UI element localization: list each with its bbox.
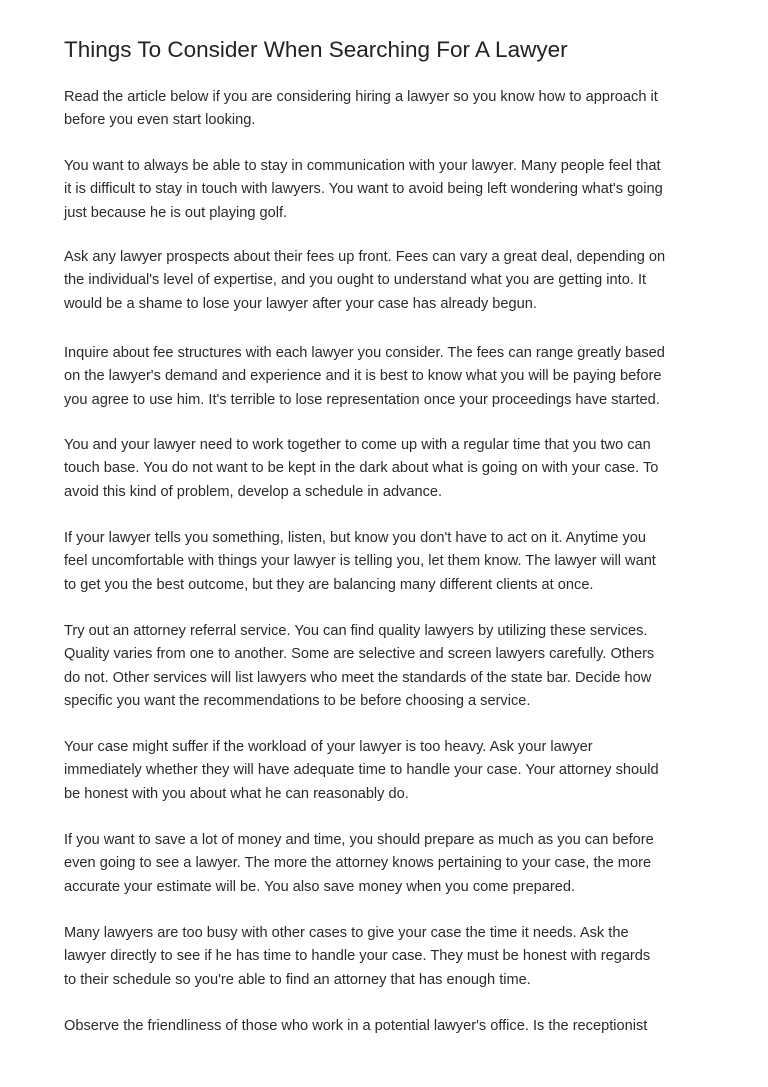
- text-line: Observe the friendliness of those who work in a potential lawyer's office. Is the receptionist: [64, 1018, 648, 1034]
- paragraph-friendliness: [64, 1015, 647, 1038]
- text-line: Quality varies from one to another. Some are selective and screen lawyers carefully. Others: [64, 646, 655, 663]
- paragraph-listen: [64, 527, 656, 597]
- text-line: If your lawyer tells you something, listen, but know you don't have to act on it. Anytime you: [64, 530, 646, 546]
- text-line: to their schedule so you're able to find an attorney that has enough time.: [64, 971, 531, 988]
- paragraph-schedule: [64, 434, 658, 504]
- paragraph-busy-lawyers: [64, 922, 650, 992]
- text-line: You want to always be able to stay in communication with your lawyer. Many people feel that: [64, 158, 661, 174]
- text-line: to get you the best outcome, but they are balancing many different clients at once.: [64, 576, 594, 593]
- text-line: the individual's level of expertise, and you ought to understand what you are getting into. It: [64, 272, 647, 289]
- paragraph-fee-structures: [64, 342, 665, 412]
- paragraph-prepare: [64, 829, 654, 899]
- text-line: If you want to save a lot of money and time, you should prepare as much as you can before: [64, 832, 654, 848]
- text-line: Read the article below if you are considering hiring a lawyer so you know how to approach it: [64, 89, 658, 105]
- document-title: Things To Consider When Searching For A Lawyer: [64, 37, 568, 62]
- text-line: on the lawyer's demand and experience and it is best to know what you will be paying before: [64, 368, 662, 385]
- text-line: Your case might suffer if the workload of your lawyer is too heavy. Ask your lawyer: [64, 739, 593, 755]
- text-line: You and your lawyer need to work together to come up with a regular time that you two can: [64, 437, 651, 453]
- text-line: be honest with you about what he can reasonably do.: [64, 785, 409, 802]
- text-line: you agree to use him. It's terrible to lose representation once your proceedings have started.: [64, 391, 660, 408]
- paragraph-intro: [64, 86, 658, 133]
- text-line: it is difficult to stay in touch with lawyers. You want to avoid being left wondering what's going: [64, 181, 663, 198]
- paragraph-referral-service: [64, 620, 654, 714]
- text-line: Try out an attorney referral service. You can find quality lawyers by utilizing these services.: [64, 623, 648, 639]
- text-line: even going to see a lawyer. The more the attorney knows pertaining to your case, the more: [64, 855, 652, 872]
- text-line: specific you want the recommendations to be before choosing a service.: [64, 693, 531, 710]
- text-line: do not. Other services will list lawyers who meet the standards of the state bar. Decide how: [64, 669, 652, 686]
- text-line: feel uncomfortable with things your lawyer is telling you, let them know. The lawyer will want: [64, 553, 656, 570]
- text-line: touch base. You do not want to be kept in the dark about what is going on with your case. To: [64, 460, 659, 477]
- text-line: Ask any lawyer prospects about their fees up front. Fees can vary a great deal, depending on: [64, 249, 666, 265]
- text-line: Inquire about fee structures with each lawyer you consider. The fees can range greatly based: [64, 345, 665, 361]
- text-line: would be a shame to lose your lawyer after your case has already begun.: [64, 295, 537, 312]
- text-line: avoid this kind of problem, develop a schedule in advance.: [64, 483, 443, 500]
- text-line: immediately whether they will have adequate time to handle your case. Your attorney should: [64, 762, 659, 779]
- text-line: lawyer directly to see if he has time to handle your case. They must be honest with regards: [64, 948, 651, 965]
- paragraph-workload: [64, 736, 659, 806]
- text-line: before you even start looking.: [64, 112, 256, 129]
- text-line: Many lawyers are too busy with other cases to give your case the time it needs. Ask the: [64, 925, 629, 941]
- paragraph-communication: [64, 155, 663, 225]
- text-line: just because he is out playing golf.: [64, 204, 288, 221]
- paragraph-fees-upfront: [64, 246, 665, 316]
- text-line: accurate your estimate will be. You also save money when you come prepared.: [64, 878, 576, 895]
